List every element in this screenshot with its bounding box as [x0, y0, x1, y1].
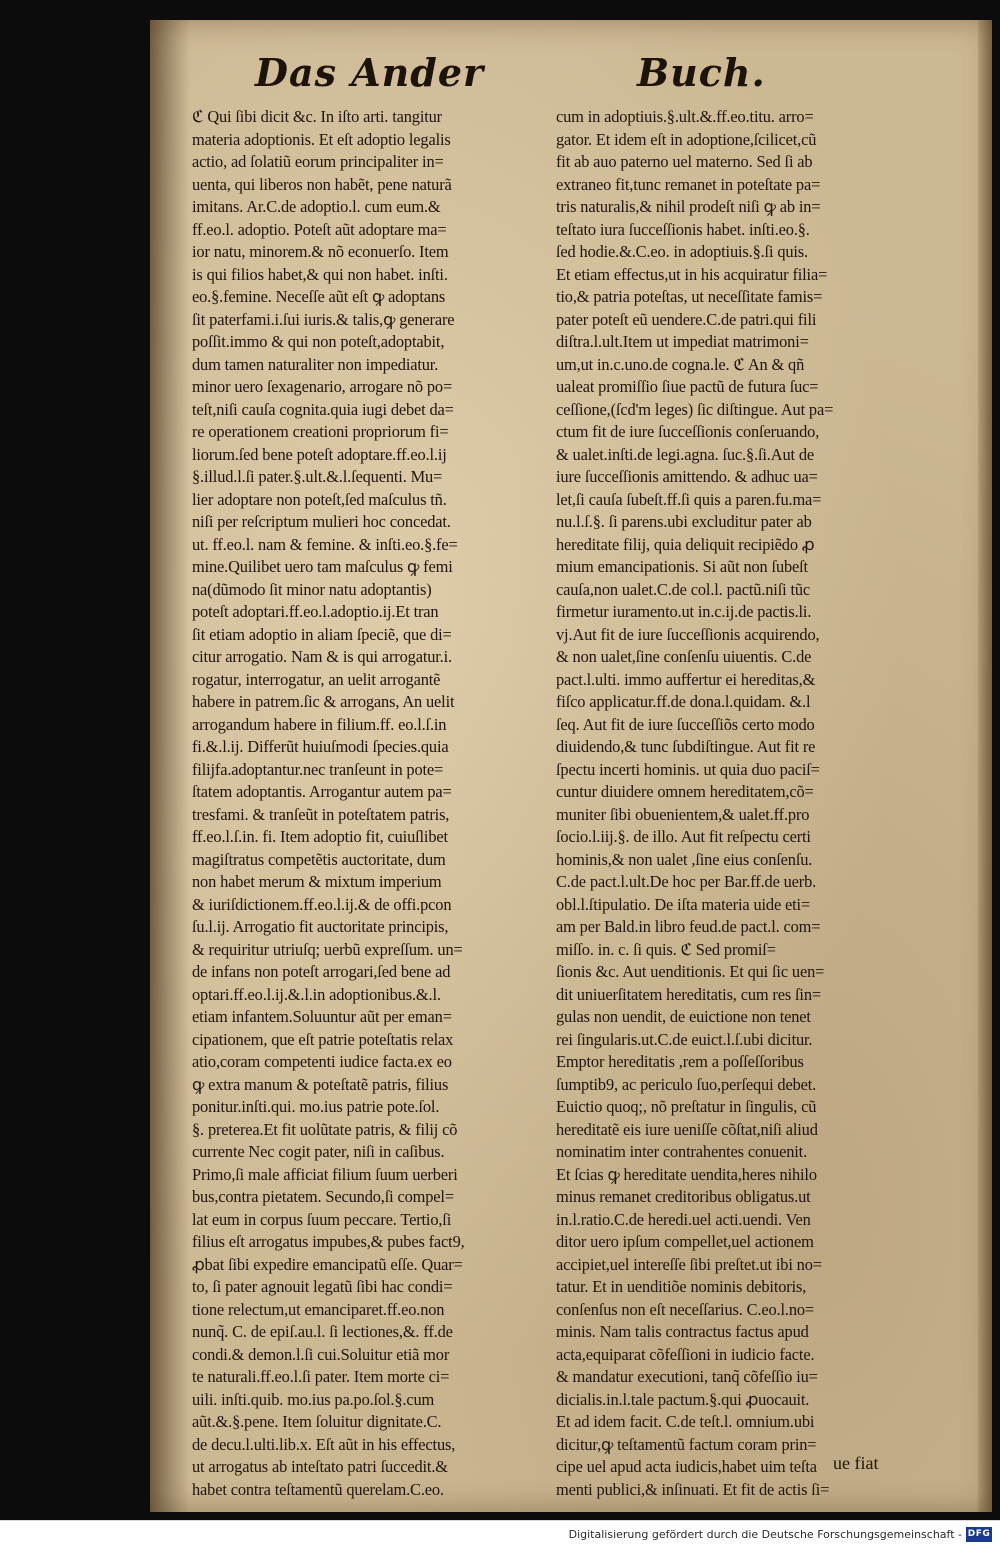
- text-line: & mandatur executioni, tanq̃ cõfeſſio iu=: [556, 1367, 818, 1386]
- text-line: nunq̃. C. de epiſ.au.l. ſi lectiones,&. ff.de: [192, 1322, 453, 1341]
- right-column: [556, 106, 908, 1501]
- text-line: mine.Quilibet uero tam maſculus ꝙ femi: [192, 557, 453, 576]
- text-line: ceſſione,(ſcd'm leges) ſic diſtingue. Aut pa=: [556, 399, 834, 419]
- text-line: filijfa.adoptantur.nec tranſeunt in pote=: [192, 759, 444, 779]
- text-line: arrogandum habere in filium.ff. eo.l.ſ.in: [192, 714, 447, 734]
- text-line: gulas non uendit, de euictione non tenet: [556, 1007, 811, 1026]
- text-line: §.illud.l.ſi pater.§.ult.&.l.ſequenti. Mu=: [192, 467, 443, 486]
- text-line: Et ſcias ꝙ hereditate uendita,heres nihilo: [556, 1164, 817, 1184]
- text-line: fit ab auo paterno uel materno. Sed ſi ab: [556, 152, 813, 171]
- funding-credit: Digitalisierung gefördert durch die Deutsche Forschungsgemeinschaft -: [568, 1528, 962, 1541]
- text-line: tione relectum,ut emanciparet.ff.eo.non: [192, 1299, 445, 1319]
- text-line: aũt.&.§.pene. Item ſoluitur dignitate.C.: [192, 1412, 442, 1431]
- text-line: actio, ad ſolatiũ eorum principaliter in=: [192, 152, 444, 171]
- text-line: atio,coram competenti iudice facta.ex eo: [192, 1052, 452, 1071]
- text-line: ſeq. Aut fit de iure ſucceſſiõs certo modo: [556, 714, 815, 734]
- text-line: ff.eo.l.ſ.in. fi. Item adoptio fit, cuiuſlibet: [192, 827, 448, 846]
- running-head-right: Buch.: [637, 50, 766, 95]
- text-line: cum in adoptiuis.§.ult.&.ff.eo.titu. arro=: [556, 107, 814, 126]
- text-line: dit uniuerſitatem hereditatis, cum res ſin=: [556, 984, 821, 1004]
- text-line: cuntur diuidere omnem hereditatem,cõ=: [556, 782, 814, 801]
- text-line: niſi per reſcriptum mulieri hoc concedat.: [192, 512, 451, 531]
- text-line: nu.l.ſ.§. ſi parens.ubi excluditur pater ab: [556, 512, 812, 531]
- text-line: §. preterea.Et fit uolũtate patris, & filij cõ: [192, 1119, 458, 1139]
- text-line: tris naturalis,& nihil prodeſt niſi ꝙ ab in=: [556, 197, 821, 216]
- text-line: dicialis.in.l.tale pactum.§.qui ꝓuocauit.: [556, 1389, 810, 1409]
- text-line: tio,& patria poteſtas, ut neceſſitate famis=: [556, 287, 823, 306]
- text-line: dum tamen naturaliter non impediatur.: [192, 354, 439, 374]
- text-line: ſtatem adoptantis. Arrogantur autem pa=: [192, 782, 452, 801]
- text-line: menti publici,& inſinuati. Et fit de actis ſi=: [556, 1479, 830, 1499]
- text-line: lier adoptare non poteſt,ſed maſculus tñ.: [192, 489, 447, 509]
- text-line: ditor uero ipſum compellet,uel actionem: [556, 1232, 814, 1251]
- text-line: currente Nec cogit pater, niſi in caſibus.: [192, 1142, 445, 1161]
- page-edge: [978, 20, 992, 1512]
- text-line: ℭ Qui ſibi dicit &c. In iſto arti. tangitur: [192, 107, 442, 126]
- text-line: uenta, qui liberos non habẽt, pene naturã: [192, 174, 452, 194]
- text-line: materia adoptionis. Et eſt adoptio legalis: [192, 129, 451, 149]
- text-line: um,ut in.c.uno.de cogna.le. ℭ An & qñ: [556, 354, 805, 374]
- text-line: ctum fit de iure ſucceſſionis conſeruando,: [556, 422, 820, 441]
- text-line: extraneo fit,tunc remanet in poteſtate pa=: [556, 174, 821, 194]
- text-line: liorum.ſed bene poteſt adoptare.ff.eo.l.ij: [192, 444, 447, 464]
- text-line: fi.&.l.ij. Differũt huiuſmodi ſpecies.quia: [192, 737, 449, 756]
- text-line: ſocio.l.iij.§. de illo. Aut fit reſpectu certi: [556, 827, 811, 846]
- text-line: ſpectu incerti hominis. ut quia duo paciſ=: [556, 759, 820, 779]
- text-line: acta,equiparat cõfeſſioni in iudicio facte.: [556, 1344, 815, 1364]
- text-line: ſit paterfami.i.ſui iuris.& talis,ꝙ generare: [192, 309, 455, 329]
- text-line: is qui filios habet,& qui non habet. inſti.: [192, 264, 448, 284]
- text-line: tatur. Et in uenditiõe nominis debitoris,: [556, 1277, 807, 1296]
- text-line: te naturali.ff.eo.l.ſi pater. Item morte ci=: [192, 1367, 450, 1386]
- text-line: minor uero ſexagenario, arrogare nõ po=: [192, 377, 453, 396]
- text-line: ff.eo.l. adoptio. Poteſt aũt adoptare ma=: [192, 219, 447, 239]
- text-line: diſtra.l.ult.Item ut impediat matrimoni=: [556, 332, 809, 351]
- text-line: de decu.l.ulti.lib.x. Eſt aũt in his effectus,: [192, 1434, 456, 1454]
- text-line: obl.l.ſtipulatio. De iſta materia uide eti=: [556, 894, 811, 914]
- text-line: ſumptib9, ac periculo ſuo,perſequi debet.: [556, 1074, 817, 1094]
- running-head-left: Das Ander: [255, 50, 485, 95]
- text-line: fiſco applicatur.ff.de dona.l.quidam. &.l: [556, 692, 811, 711]
- catchword: ue fiat: [833, 1453, 879, 1473]
- text-line: eo.§.femine. Neceſſe aũt eſt ꝙ adoptans: [192, 287, 446, 306]
- text-line: pact.l.ulti. immo auffertur ei hereditas,&: [556, 669, 816, 689]
- text-line: mium emancipationis. Si aũt non ſubeſt: [556, 557, 808, 576]
- text-line: Et etiam effectus,ut in his acquiratur filia=: [556, 264, 828, 284]
- text-line: gator. Et idem eſt in adoptione,ſcilicet,cũ: [556, 129, 817, 149]
- text-line: lat eum in corpus ſuum peccare. Tertio,ſi: [192, 1209, 452, 1229]
- text-line: de infans non poteſt arrogari,ſed bene ad: [192, 962, 451, 981]
- text-line: ponitur.inſti.qui. mo.ius patrie pote.ſol.: [192, 1097, 440, 1116]
- text-line: nominatim inter contrahentes conuenit.: [556, 1142, 808, 1161]
- text-line: filius eſt arrogatus impubes,& pubes fact9,: [192, 1232, 465, 1251]
- text-line: vj.Aut fit de iure ſucceſſionis acquirendo,: [556, 624, 820, 644]
- text-line: cipe uel apud acta iudicis,habet uim teſta: [556, 1457, 817, 1476]
- text-line: ut arrogatus ab inteſtato patri ſuccedit.&: [192, 1457, 448, 1476]
- text-line: non habet merum & mixtum imperium: [192, 872, 442, 891]
- text-line: Primo,ſi male afficiat filium ſuum uerberi: [192, 1164, 458, 1184]
- text-line: citur arrogatio. Nam & is qui arrogatur.i.: [192, 647, 452, 666]
- text-line: ꝓbat ſibi expedire emancipatũ eſſe. Quar=: [192, 1254, 463, 1274]
- text-line: ſit etiam adoptio in aliam ſpeciẽ, que di=: [192, 624, 452, 644]
- book-page: [150, 20, 992, 1512]
- text-line: optari.ff.eo.l.ij.&.l.in adoptionibus.&.l.: [192, 984, 441, 1004]
- text-line: cipationem, que eſt patrie poteſtatis relax: [192, 1029, 454, 1049]
- text-line: na(dũmodo ſit minor natu adoptantis): [192, 579, 432, 599]
- text-line: hominis,& non ualet ,ſine eius conſenſu.: [556, 849, 813, 869]
- text-line: C.de pact.l.ult.De hoc per Bar.ff.de uerb.: [556, 872, 817, 891]
- text-line: ut. ff.eo.l. nam & femine. & inſti.eo.§.fe=: [192, 534, 458, 554]
- text-line: in.l.ratio.C.de heredi.uel acti.uendi. Ven: [556, 1209, 811, 1229]
- text-line: re operationem creationi propriorum fi=: [192, 422, 449, 441]
- text-line: let,ſi cauſa ſubeſt.ff.ſi quis a paren.fu.ma=: [556, 489, 822, 509]
- text-line: poteſt adoptari.ff.eo.l.adoptio.ij.Et tran: [192, 602, 439, 621]
- text-line: diuidendo,& tunc ſubdiſtingue. Aut fit re: [556, 737, 816, 756]
- text-line: cauſa,non ualet.C.de col.l. pactũ.niſi tũc: [556, 579, 811, 599]
- text-line: conſenſus non eſt neceſſarius. C.eo.l.no=: [556, 1299, 814, 1319]
- text-line: habet contra teſtamentũ querelam.C.eo.: [192, 1479, 444, 1499]
- text-line: Et ad idem facit. C.de teſt.l. omnium.ubi: [556, 1412, 815, 1431]
- text-line: bus,contra pietatem. Secundo,ſi compel=: [192, 1187, 454, 1206]
- dfg-logo-icon: DFG: [966, 1527, 992, 1542]
- text-line: tresfami. & tranſeũt in poteſtatem patris,: [192, 804, 450, 824]
- text-line: imitans. Ar.C.de adoptio.l. cum eum.&: [192, 197, 441, 216]
- text-line: hereditate filij, quia deliquit recipiẽdo ꝓ: [556, 534, 815, 554]
- text-line: miſſo. in. c. ſi quis. ℭ Sed promiſ=: [556, 939, 776, 959]
- footer-bar: [0, 1520, 1000, 1550]
- text-line: firmetur iuramento.ut in.c.ij.de pactis.li.: [556, 602, 812, 621]
- text-line: hereditatẽ eis iure ueniſſe cõſtat,niſi aliud: [556, 1119, 818, 1139]
- text-line: Euictio quoq;, nõ preſtatur in ſingulis, cũ: [556, 1097, 817, 1116]
- gutter-shadow: [150, 20, 190, 1512]
- text-line: Emptor hereditatis ,rem a poſſeſſoribus: [556, 1052, 804, 1071]
- text-line: condi.& demon.l.ſi cui.Soluitur etiã mor: [192, 1344, 450, 1364]
- text-line: to, ſi pater agnouit legatũ ſibi hac condi=: [192, 1277, 453, 1296]
- text-line: pater poteſt eũ uendere.C.de patri.qui fili: [556, 309, 817, 329]
- text-line: teſt,niſi cauſa cognita.quia iugi debet da=: [192, 399, 454, 419]
- text-line: & ualet.inſti.de legi.agna. ſuc.§.ſi.Aut de: [556, 444, 815, 464]
- text-line: magiſtratus competẽtis auctoritate, dum: [192, 849, 446, 869]
- text-line: ior natu, minorem.& nõ econuerſo. Item: [192, 242, 449, 261]
- text-line: teſtato iura ſucceſſionis habet. inſti.eo.§.: [556, 219, 810, 239]
- text-line: muniter ſibi obuenientem,& ualet.ff.pro: [556, 804, 810, 824]
- text-line: rogatur, interrogatur, an uelit arrogantẽ: [192, 669, 441, 689]
- text-line: minus remanet creditoribus obligatus.ut: [556, 1187, 811, 1206]
- text-line: & requiritur utriuſq; uerbũ expreſſum. un=: [192, 939, 463, 959]
- text-line: rei ſingularis.ut.C.de euict.l.ſ.ubi dicitur.: [556, 1029, 813, 1049]
- text-line: ualeat promiſſio ſiue pactũ de futura ſuc=: [556, 377, 819, 396]
- text-line: ꝙ extra manum & poteſtatẽ patris, filius: [192, 1074, 449, 1094]
- text-line: accipiet,uel intereſſe ſibi preſtet.ut ibi no=: [556, 1254, 822, 1274]
- left-column: [192, 106, 544, 1501]
- text-line: & iuriſdictionem.ff.eo.l.ij.& de offi.pcon: [192, 894, 452, 914]
- text-line: & non ualet,ſine conſenſu uiuentis. C.de: [556, 647, 812, 666]
- text-line: minis. Nam talis contractus factus apud: [556, 1322, 809, 1341]
- text-line: uili. inſti.quib. mo.ius pa.po.ſol.§.cum: [192, 1389, 435, 1409]
- text-line: dicitur,ꝙ teſtamentũ factum coram prin=: [556, 1434, 817, 1454]
- text-line: am per Bald.in libro feud.de pact.l. com=: [556, 917, 821, 936]
- text-line: habere in patrem.ſic & arrogans, An uelit: [192, 692, 455, 711]
- text-line: iure ſucceſſionis amittendo. & adhuc ua=: [556, 467, 818, 486]
- text-line: etiam infantem.Soluuntur aũt per eman=: [192, 1007, 452, 1026]
- text-line: ſionis &c. Aut uenditionis. Et qui ſic uen=: [556, 962, 825, 981]
- text-line: poſſit.immo & qui non poteſt,adoptabit,: [192, 332, 445, 351]
- text-line: ſed hodie.&.C.eo. in adoptiuis.§.ſi quis.: [556, 242, 808, 261]
- text-line: ſu.l.ij. Arrogatio fit auctoritate principis,: [192, 917, 449, 936]
